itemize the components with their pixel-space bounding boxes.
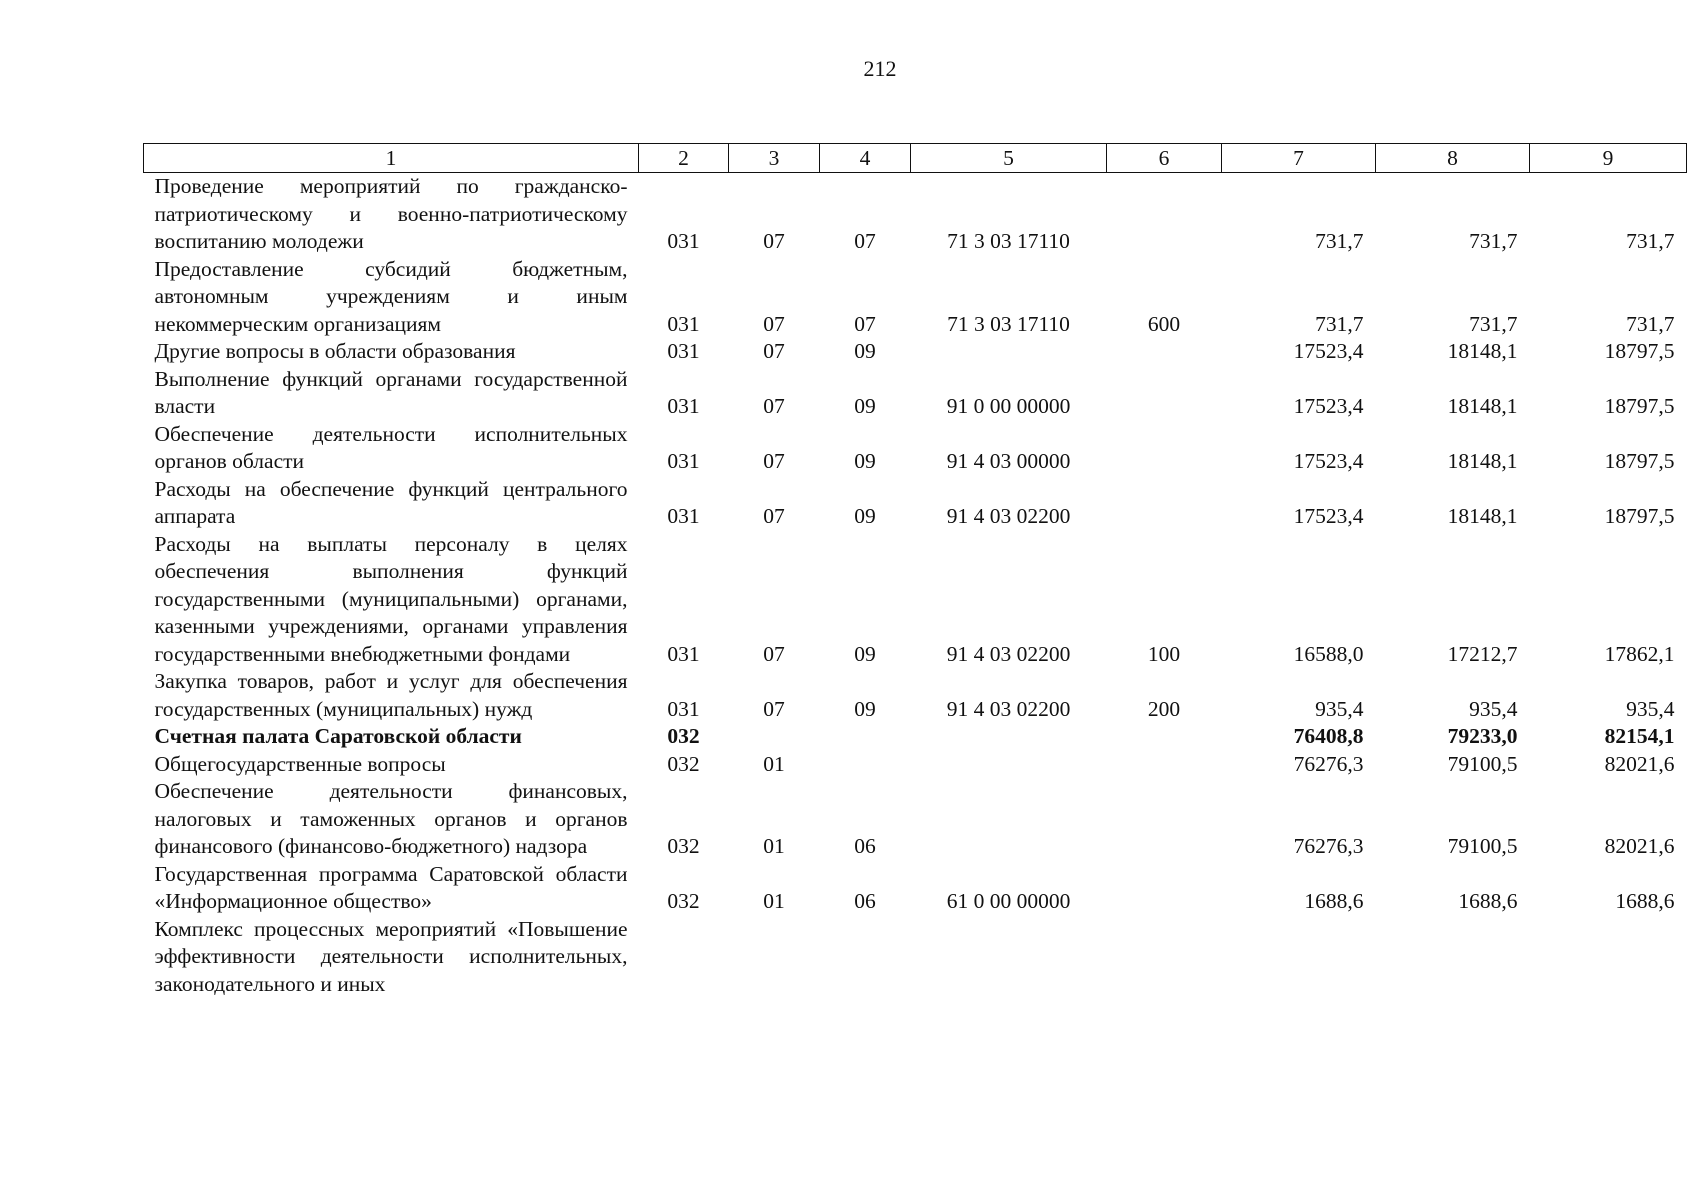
section-code-cell: 07 <box>763 504 785 528</box>
expense-type-cell <box>1107 723 1222 751</box>
expense-type-cell <box>1107 366 1222 421</box>
ministry-code-cell: 031 <box>667 641 700 666</box>
amount-year2-cell: 935,4 <box>1469 696 1518 721</box>
amount-year3-cell: 18797,5 <box>1604 449 1675 473</box>
ministry-code-cell: 031 <box>667 339 700 363</box>
expense-type-cell: 200 <box>1147 696 1181 721</box>
description-cell: Общегосударственные вопросы <box>154 751 446 776</box>
budget-table <box>143 143 1687 998</box>
amount-year3-cell: 731,7 <box>1626 311 1675 336</box>
expense-type-cell <box>1107 421 1222 476</box>
subsection-code-cell: 09 <box>854 449 876 473</box>
amount-year1-cell: 731,7 <box>1315 229 1364 253</box>
column-header: 4 <box>820 144 911 173</box>
table-row <box>144 366 1687 421</box>
target-article-cell <box>911 916 1107 999</box>
subsection-code-cell: 07 <box>854 311 876 336</box>
description-cell: Обеспечение деятельности исполнительных органов области <box>154 421 628 473</box>
amount-year3-cell <box>1530 916 1687 999</box>
amount-year3-cell: 82021,6 <box>1604 834 1675 858</box>
subsection-code-cell: 09 <box>854 394 876 418</box>
table-row <box>144 778 1687 861</box>
amount-year1-cell: 731,7 <box>1315 311 1364 336</box>
section-code-cell: 07 <box>763 311 785 336</box>
section-code-cell: 01 <box>763 889 785 913</box>
expense-type-cell <box>1107 476 1222 531</box>
table-row <box>144 531 1687 669</box>
subsection-code-cell <box>820 751 911 779</box>
ministry-code-cell: 031 <box>667 449 700 473</box>
target-article-cell: 91 4 03 00000 <box>946 449 1071 473</box>
target-article-cell <box>911 751 1107 779</box>
section-code-cell: 01 <box>763 751 785 776</box>
description-cell: Счетная палата Саратовской области <box>154 724 522 748</box>
table-row <box>144 173 1687 256</box>
table-row <box>144 861 1687 916</box>
amount-year2-cell: 79233,0 <box>1447 724 1518 748</box>
target-article-cell: 61 0 00 00000 <box>946 889 1071 913</box>
amount-year2-cell: 731,7 <box>1469 229 1518 253</box>
amount-year1-cell <box>1222 916 1376 999</box>
ministry-code-cell: 032 <box>667 889 700 913</box>
section-code-cell: 07 <box>763 229 785 253</box>
section-code-cell: 07 <box>763 696 785 721</box>
expense-type-cell <box>1107 861 1222 916</box>
column-header: 3 <box>729 144 820 173</box>
ministry-code-cell: 031 <box>667 394 700 418</box>
subsection-code-cell: 09 <box>854 504 876 528</box>
section-code-cell: 07 <box>763 641 785 666</box>
ministry-code-cell: 031 <box>667 311 700 336</box>
column-header: 7 <box>1222 144 1376 173</box>
amount-year2-cell: 79100,5 <box>1447 834 1518 858</box>
amount-year3-cell: 1688,6 <box>1615 889 1675 913</box>
target-article-cell: 91 0 00 00000 <box>946 394 1071 418</box>
amount-year1-cell: 17523,4 <box>1293 339 1364 363</box>
column-header: 8 <box>1376 144 1530 173</box>
amount-year1-cell: 76276,3 <box>1293 834 1364 858</box>
amount-year1-cell: 17523,4 <box>1293 449 1364 473</box>
amount-year1-cell: 76276,3 <box>1293 751 1364 776</box>
description-cell: Выполнение функций органами государственной власти <box>154 366 628 418</box>
amount-year3-cell: 18797,5 <box>1604 339 1675 363</box>
subsection-code-cell: 06 <box>854 889 876 913</box>
target-article-cell: 91 4 03 02200 <box>946 504 1071 528</box>
amount-year2-cell: 18148,1 <box>1447 504 1518 528</box>
amount-year2-cell: 1688,6 <box>1458 889 1518 913</box>
section-code-cell: 07 <box>763 449 785 473</box>
column-header: 6 <box>1107 144 1222 173</box>
description-cell: Государственная программа Саратовской области «Информационное общество» <box>154 861 628 913</box>
table-row <box>144 723 1687 751</box>
amount-year2-cell: 18148,1 <box>1447 339 1518 363</box>
description-cell: Обеспечение деятельности финансовых, налоговых и таможенных органов и органов финансового (финансово-бюджетного) надзора <box>154 779 628 858</box>
amount-year2-cell: 17212,7 <box>1447 641 1518 666</box>
subsection-code-cell: 06 <box>854 834 876 858</box>
expense-type-cell: 100 <box>1147 641 1181 666</box>
subsection-code-cell <box>820 916 911 999</box>
target-article-cell <box>911 778 1107 861</box>
description-cell: Проведение мероприятий по гражданско-патриотическому и военно-патриотическому воспитанию молодежи <box>154 174 628 253</box>
amount-year1-cell: 935,4 <box>1315 696 1364 721</box>
amount-year2-cell: 731,7 <box>1469 311 1518 336</box>
amount-year2-cell: 18148,1 <box>1447 394 1518 418</box>
section-code-cell: 07 <box>763 394 785 418</box>
table-row <box>144 916 1687 999</box>
ministry-code-cell: 032 <box>667 834 700 858</box>
ministry-code-cell: 031 <box>667 504 700 528</box>
column-header: 1 <box>144 144 639 173</box>
section-code-cell <box>729 723 820 751</box>
amount-year3-cell: 935,4 <box>1626 696 1675 721</box>
description-cell: Предоставление субсидий бюджетным, автономным учреждениям и иным некоммерческим организациям <box>154 256 628 336</box>
ministry-code-cell: 032 <box>667 751 700 776</box>
subsection-code-cell: 09 <box>854 339 876 363</box>
target-article-cell <box>911 723 1107 751</box>
expense-type-cell <box>1107 916 1222 999</box>
section-code-cell: 07 <box>763 339 785 363</box>
target-article-cell: 91 4 03 02200 <box>946 696 1071 721</box>
table-row <box>144 256 1687 339</box>
description-cell: Закупка товаров, работ и услуг для обеспечения государственных (муниципальных) нужд <box>154 669 628 721</box>
description-cell: Расходы на обеспечение функций центрального аппарата <box>154 476 628 528</box>
subsection-code-cell: 09 <box>854 641 876 666</box>
subsection-code-cell <box>820 723 911 751</box>
amount-year3-cell: 731,7 <box>1626 229 1675 253</box>
amount-year3-cell: 82021,6 <box>1604 751 1675 776</box>
table-row <box>144 668 1687 723</box>
amount-year1-cell: 17523,4 <box>1293 504 1364 528</box>
ministry-code-cell <box>639 916 729 999</box>
column-number-header-row <box>144 144 1687 173</box>
ministry-code-cell: 031 <box>667 696 700 721</box>
description-cell: Другие вопросы в области образования <box>154 339 516 363</box>
amount-year1-cell: 76408,8 <box>1293 724 1364 748</box>
section-code-cell <box>729 916 820 999</box>
table-row <box>144 751 1687 779</box>
column-header: 9 <box>1530 144 1687 173</box>
target-article-cell: 91 4 03 02200 <box>946 641 1071 666</box>
page-number: 212 <box>863 56 897 81</box>
expense-type-cell <box>1107 173 1222 256</box>
amount-year2-cell: 18148,1 <box>1447 449 1518 473</box>
expense-type-cell: 600 <box>1147 311 1181 336</box>
target-article-cell <box>911 338 1107 366</box>
amount-year3-cell: 18797,5 <box>1604 504 1675 528</box>
amount-year3-cell: 82154,1 <box>1604 724 1675 748</box>
amount-year3-cell: 17862,1 <box>1604 641 1675 666</box>
subsection-code-cell: 09 <box>854 696 876 721</box>
amount-year2-cell: 79100,5 <box>1447 751 1518 776</box>
expense-type-cell <box>1107 778 1222 861</box>
table-body <box>144 173 1687 999</box>
subsection-code-cell: 07 <box>854 229 876 253</box>
amount-year1-cell: 1688,6 <box>1304 889 1364 913</box>
target-article-cell: 71 3 03 17110 <box>947 311 1070 336</box>
target-article-cell: 71 3 03 17110 <box>947 229 1070 253</box>
section-code-cell: 01 <box>763 834 785 858</box>
ministry-code-cell: 032 <box>667 724 700 748</box>
expense-type-cell <box>1107 338 1222 366</box>
column-header: 2 <box>639 144 729 173</box>
table-row <box>144 338 1687 366</box>
description-cell: Комплекс процессных мероприятий «Повышение эффективности деятельности исполнительных, законодательного и иных <box>154 916 628 996</box>
amount-year1-cell: 16588,0 <box>1293 641 1364 666</box>
table-row <box>144 476 1687 531</box>
expense-type-cell <box>1107 751 1222 779</box>
column-header: 5 <box>911 144 1107 173</box>
table-row <box>144 421 1687 476</box>
amount-year2-cell <box>1376 916 1530 999</box>
amount-year3-cell: 18797,5 <box>1604 394 1675 418</box>
ministry-code-cell: 031 <box>667 229 700 253</box>
amount-year1-cell: 17523,4 <box>1293 394 1364 418</box>
description-cell: Расходы на выплаты персоналу в целях обеспечения выполнения функций государственными (муниципальными) органами, казенными учреждениями, органами управления государственными внебюджетными фондами <box>154 531 628 666</box>
